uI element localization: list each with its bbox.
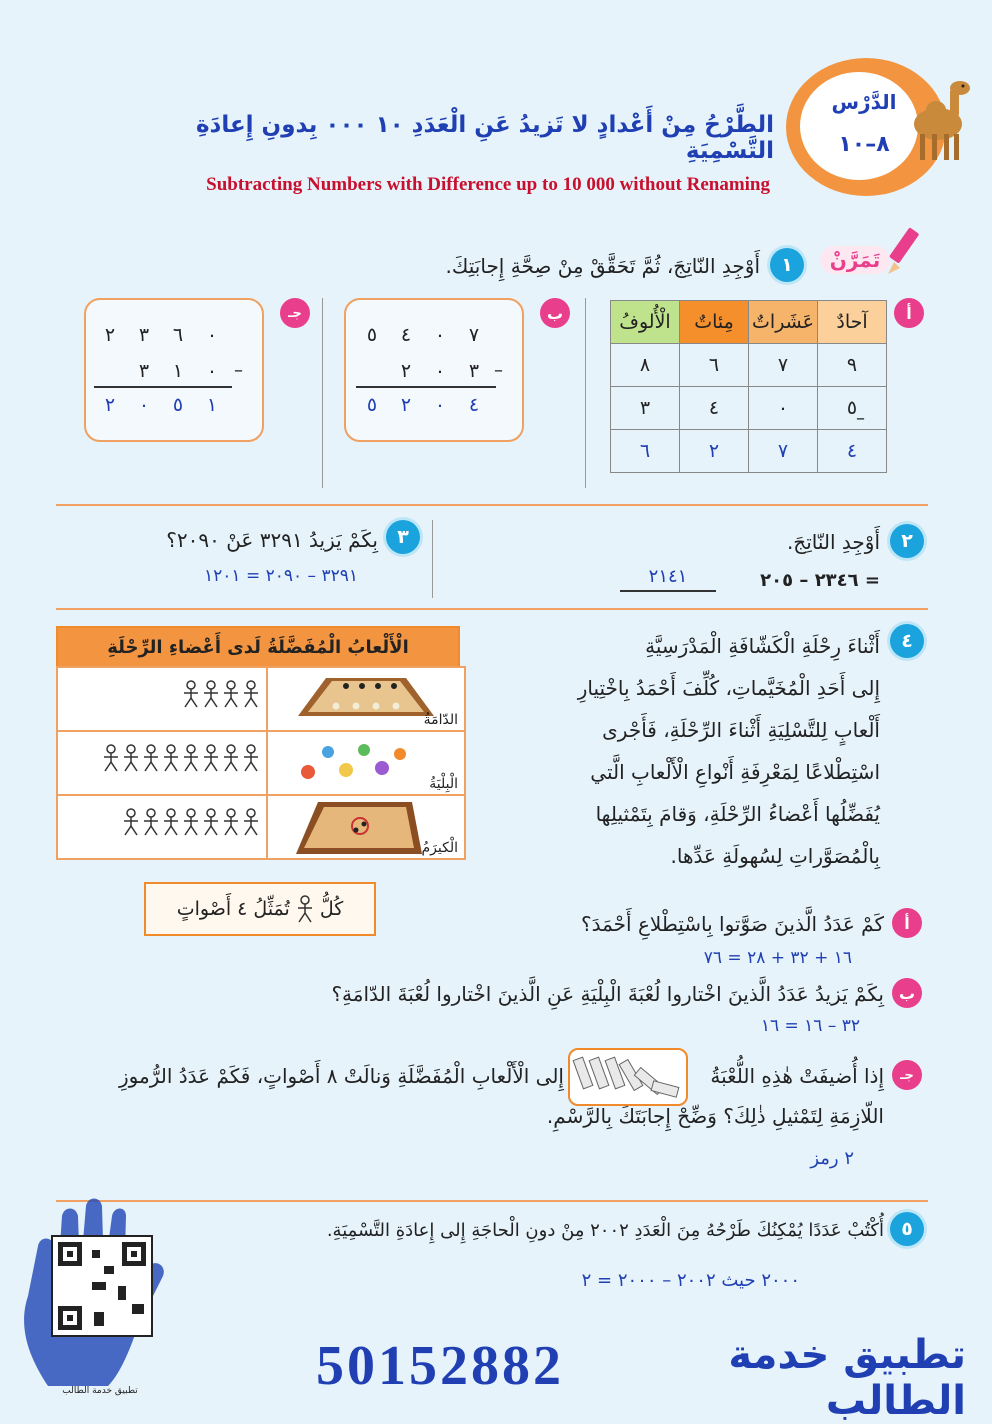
stick-figure-icon: [202, 807, 220, 837]
q1c-top-d1: ٠: [206, 324, 218, 346]
game-label-marbles: الْبِلْيَةُ: [429, 776, 458, 792]
pictograph-row-checkers-symbols: [57, 667, 267, 731]
lesson-label: الدَّرْس: [831, 90, 897, 114]
place-value-table: [610, 300, 887, 473]
qr-caption: تطبيق خدمة الطالب: [62, 1386, 138, 1396]
q4a-text: كَمْ عَدَدُ الَّذينَ صَوَّتوا بِاسْتِطْلاعِ أَحْمَدَ؟: [581, 912, 884, 936]
row1-ones: ٩: [818, 344, 887, 387]
pictograph-row-carrom-symbols: [57, 795, 267, 859]
q1b-bottom-d2: ٠: [434, 360, 446, 382]
q1b-result-d3: ٢: [400, 394, 412, 416]
q1a-letter: أ: [894, 298, 924, 328]
question-2-badge: ٢: [890, 524, 924, 558]
key-text-after: تُمَثِّلُ ٤ أَصْواتٍ: [176, 898, 290, 920]
question-2-answer: ٢١٤١: [648, 566, 688, 587]
result-tens: ٧: [749, 430, 818, 473]
question-2-text: أَوْجِدِ النّاتِجَ.: [786, 530, 880, 554]
question-5-answer: ٢٠٠٠ حيث ٢٠٠٢ – ٢٠٠٠ = ٢: [581, 1270, 800, 1291]
pictograph-row-marbles-symbols: [57, 731, 267, 795]
stick-figure-icon: [222, 679, 240, 709]
stick-figure-row: [59, 679, 265, 719]
q1a-minus: –: [856, 408, 865, 429]
q4b-letter: ب: [892, 978, 922, 1008]
q1c-minus: –: [234, 360, 243, 381]
stick-figure-icon: [242, 743, 260, 773]
pictograph-table: [56, 666, 466, 860]
row2-ones: ٥: [818, 387, 887, 430]
q4b-answer: ٣٢ – ١٦ = ١٦: [760, 1016, 860, 1036]
stick-figure-icon: [222, 807, 240, 837]
row1-thousands: ٨: [611, 344, 680, 387]
q4-line-6: بِالْمُصَوَّراتِ لِسُهولَةِ عَدِّها.: [670, 844, 880, 868]
q1c-result-d2: ٥: [172, 394, 184, 416]
q1b-bottom-d1: ٣: [468, 360, 480, 382]
pictograph-title: الْأَلْعابُ الْمُفَضَّلَةُ لَدى أَعْضاءِ الرِّحْلَةِ: [56, 626, 460, 670]
dominoes-image: [568, 1048, 688, 1106]
game-label-carrom: الْكيرَمُ: [421, 840, 458, 856]
question-5-badge: ٥: [890, 1212, 924, 1246]
pencil-icon: [884, 226, 926, 278]
stick-figure-icon: [102, 743, 120, 773]
row1-tens: ٧: [749, 344, 818, 387]
q1c-top-d4: ٢: [104, 324, 116, 346]
hand-logo-icon: [8, 1186, 188, 1396]
stick-figure-icon: [182, 679, 200, 709]
dominoes-icon: [570, 1050, 682, 1100]
question-1-badge: ١: [770, 248, 804, 282]
practice-label: تَمَرَّنْ: [820, 246, 890, 274]
stick-figure-icon: [202, 743, 220, 773]
question-3-text: بِكَمْ يَزيدُ ٣٢٩١ عَنْ ٢٠٩٠؟: [166, 528, 378, 552]
q1b-top-d3: ٤: [400, 324, 412, 346]
q1c-bottom-d1: ٠: [206, 360, 218, 382]
stick-figure-icon: [242, 807, 260, 837]
q4c-text-after: إِلى الْأَلْعابِ الْمُفَضَّلَةِ وَنالَتْ ٨ أَصْواتٍ، فَكَمْ عَدَدُ الرُّموزِ: [119, 1064, 564, 1088]
q1c-letter: جـ: [280, 298, 310, 328]
key-text-before: كُلُّ: [319, 898, 344, 920]
stick-figure-icon: [162, 743, 180, 773]
row2-tens: ٠: [749, 387, 818, 430]
q1b-top-d2: ٠: [434, 324, 446, 346]
q1b-result-d4: ٥: [366, 394, 378, 416]
q4c-text-before: إِذا أُضيفَتْ هٰذِهِ اللُّعْبَةُ: [710, 1064, 884, 1088]
header-hundreds: مِئاتٌ: [680, 301, 749, 344]
q4a-answer: ١٦ + ٣٢ + ٢٨ = ٧٦: [703, 948, 852, 968]
q1b-letter: ب: [540, 298, 570, 328]
q1b-result-d1: ٤: [468, 394, 480, 416]
q1b-minus: –: [494, 360, 503, 381]
stick-figure-icon: [122, 743, 140, 773]
stick-figure-icon: [296, 895, 314, 923]
row2-hundreds: ٤: [680, 387, 749, 430]
q1c-top-d2: ٦: [172, 324, 184, 346]
stick-figure-icon: [142, 807, 160, 837]
stick-figure-icon: [162, 807, 180, 837]
q4-line-1: أَثْناءَ رِحْلَةِ الْكَشّافَةِ الْمَدْرَسِيَّةِ: [645, 634, 880, 658]
q4b-text: بِكَمْ يَزيدُ عَدَدُ الَّذينَ اخْتاروا لُعْبَةَ الْبِلْيَةِ عَنِ الَّذينَ اخْتاروا لُعْبَةَ الدّامَةِ؟: [331, 982, 884, 1006]
question-3-badge: ٣: [386, 520, 420, 554]
q1c-bottom-d3: ٣: [138, 360, 150, 382]
stick-figure-icon: [142, 743, 160, 773]
app-name: تطبيق خدمة الطالب: [728, 1332, 966, 1424]
stick-figure-row: [59, 807, 265, 847]
q4c-text-line2: اللّازِمَةِ لِتَمْثيلِ ذٰلِكَ؟ وَضِّحْ إِجابَتَكَ بِالرَّسْمِ.: [546, 1104, 884, 1128]
stick-figure-icon: [202, 679, 220, 709]
q1c-result-d1: ١: [206, 394, 218, 416]
question-4-badge: ٤: [890, 624, 924, 658]
stick-figure-icon: [182, 807, 200, 837]
question-1-text: أَوْجِدِ النّاتِجَ، ثُمَّ تَحَقَّقْ مِنْ صِحَّةِ إِجابَتِكَ.: [445, 254, 760, 278]
q1b-top-d4: ٥: [366, 324, 378, 346]
result-ones: ٤: [818, 430, 887, 473]
camel-icon: [900, 74, 972, 164]
pictograph-row-marbles-game: [267, 731, 465, 795]
q1b-bottom-d3: ٢: [400, 360, 412, 382]
q1c-result-d3: ٠: [138, 394, 150, 416]
q4-line-4: اسْتِطْلاعًا لِمَعْرِفَةِ أَنْواعِ الْأَلْعابِ الَّتي: [590, 760, 880, 784]
q1b-result-d2: ٠: [434, 394, 446, 416]
q4-line-2: إِلى أَحَدِ الْمُخَيَّماتِ، كُلِّفَ أَحْمَدُ بِاخْتِيارِ: [577, 676, 880, 700]
header-thousands: الْأُلوفُ: [611, 301, 680, 344]
stick-figure-row: [59, 743, 265, 783]
q4-line-3: أَلْعابٍ لِلتَّسْلِيَةِ أَثْناءَ الرِّحْلَةِ، فَأَجْرى: [602, 718, 880, 742]
stick-figure-icon: [222, 743, 240, 773]
lesson-number: ٨–١٠: [838, 132, 890, 157]
phone-number: 50152882: [316, 1335, 564, 1397]
pictograph-row-carrom-game: [267, 795, 465, 859]
q1c-top-d3: ٣: [138, 324, 150, 346]
stick-figure-icon: [122, 807, 140, 837]
checkers-board-icon: [296, 676, 436, 720]
marbles-icon: [288, 738, 418, 786]
q1c-result-d4: ٢: [104, 394, 116, 416]
header-tens: عَشَراتٌ: [749, 301, 818, 344]
pictograph-key: [144, 882, 376, 936]
game-label-checkers: الدّامَةُ: [423, 712, 458, 728]
question-3-answer: ٣٢٩١ – ٢٠٩٠ = ١٢٠١: [204, 566, 358, 586]
question-2-expression: ٢٣٤٦ – ٢٠٥ =: [760, 570, 880, 591]
lesson-title-en: Subtracting Numbers with Difference up to 10 000 without Renaming: [206, 174, 770, 195]
stick-figure-icon: [182, 743, 200, 773]
q1c-bottom-d2: ١: [172, 360, 184, 382]
q4-line-5: يُفَضِّلُها أَعْضاءُ الرِّحْلَةِ، وَقامَ بِتَمْثيلِها: [595, 802, 880, 826]
result-hundreds: ٢: [680, 430, 749, 473]
carrom-board-icon: [294, 800, 424, 856]
q4c-answer: ٢ رمز: [810, 1148, 854, 1169]
result-thousands: ٦: [611, 430, 680, 473]
header-ones: آحادٌ: [818, 301, 887, 344]
q1b-top-d1: ٧: [468, 324, 480, 346]
q4a-letter: أ: [892, 908, 922, 938]
question-5-text: أُكْتُبْ عَدَدًا يُمْكِنُكَ طَرْحُهُ مِنَ الْعَدَدِ ٢٠٠٢ مِنْ دونِ الْحاجَةِ إِلى إِعادَةِ التَّسْمِيَةِ.: [326, 1220, 884, 1241]
lesson-title-ar: الطَّرْحُ مِنْ أَعْدادٍ لا تَزيدُ عَنِ الْعَدَدِ ١٠ ٠٠٠ بِدونِ إِعادَةِ التَّسْمِيَةِ: [195, 112, 774, 164]
pictograph-row-checkers-game: [267, 667, 465, 731]
q4c-letter: جـ: [892, 1060, 922, 1090]
row2-thousands: ٣: [611, 387, 680, 430]
stick-figure-icon: [242, 679, 260, 709]
row1-hundreds: ٦: [680, 344, 749, 387]
